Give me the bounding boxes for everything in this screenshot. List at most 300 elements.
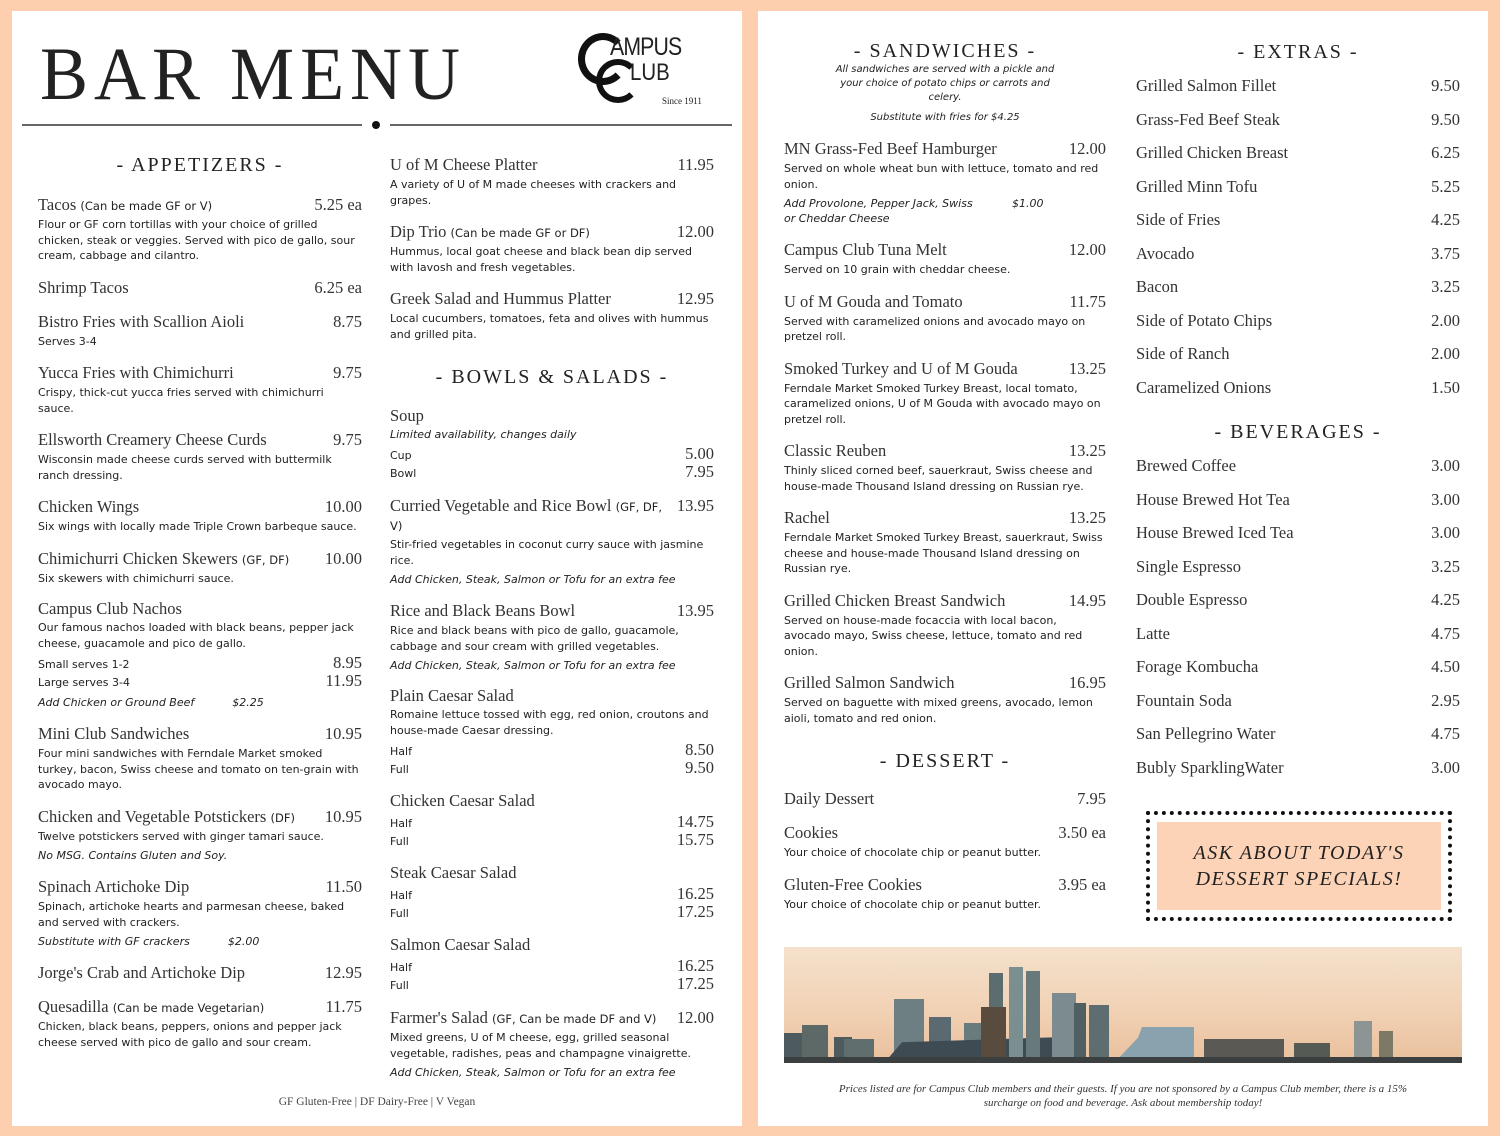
item-name bbox=[38, 279, 129, 297]
section-heading: - DESSERT - bbox=[879, 750, 1011, 772]
item-name bbox=[390, 156, 538, 174]
size-price: 7.95 bbox=[685, 462, 714, 481]
item-note bbox=[390, 572, 714, 587]
item-description: Romaine lettuce tossed with egg, red onion, croutons and house-made Caesar dressing. bbox=[390, 708, 709, 737]
item-name-text: Greek Salad and Hummus Platter bbox=[390, 289, 611, 308]
menu-item-header bbox=[38, 430, 362, 450]
menu-item bbox=[38, 497, 362, 535]
item-size-options bbox=[390, 886, 714, 922]
item-price: 13.25 bbox=[1068, 441, 1106, 460]
item-name-text: Grilled Salmon Sandwich bbox=[784, 673, 955, 692]
size-option bbox=[390, 958, 714, 976]
menu-item-header bbox=[38, 997, 362, 1017]
sandwiches-section bbox=[784, 40, 1106, 926]
item-description: Rice and black beans with pico de gallo, guacamole, cabbage and sour cream with grilled vegetables. bbox=[390, 624, 679, 653]
menu-item-header bbox=[390, 407, 714, 425]
item-price: 12.00 bbox=[676, 222, 714, 241]
menu-item bbox=[1136, 557, 1460, 591]
menu-item-header bbox=[390, 601, 714, 621]
menu-item-header bbox=[38, 497, 362, 517]
size-label: Half bbox=[390, 817, 412, 830]
extras-section bbox=[1136, 41, 1460, 791]
item-price: 13.95 bbox=[676, 601, 714, 620]
item-size-options bbox=[390, 814, 714, 850]
item-name-text: MN Grass-Fed Beef Hamburger bbox=[784, 139, 997, 158]
item-name bbox=[38, 550, 289, 569]
dietary-tag: (GF, Can be made DF and V) bbox=[491, 1012, 657, 1026]
membership-footnote: Prices listed are for Campus Club members and their guests. If you are not sponsored by a Campus Club member, there is a 15% surcharge on food and beverage. Ask about membership today! bbox=[838, 1083, 1408, 1109]
item-name bbox=[784, 360, 1018, 378]
item-price: 5.25 ea bbox=[314, 195, 362, 214]
menu-item-header bbox=[784, 823, 1106, 843]
size-price: 8.50 bbox=[685, 740, 714, 759]
menu-item bbox=[390, 864, 714, 922]
divider-line bbox=[390, 124, 732, 126]
item-name-text: Chicken and Vegetable Potstickers bbox=[38, 806, 267, 826]
menu-item bbox=[1136, 378, 1460, 412]
menu-item bbox=[38, 807, 362, 864]
menu-item-header bbox=[38, 312, 362, 332]
sandwiches-intro: All sandwiches are served with a pickle and your choice of potato chips or carrots and celery. bbox=[835, 64, 1055, 103]
item-price: 9.75 bbox=[333, 363, 362, 382]
menu-item bbox=[390, 496, 714, 587]
item-price: 5.25 bbox=[1431, 176, 1460, 196]
menu-item bbox=[390, 792, 714, 850]
section-heading: - BOWLS & SALADS - bbox=[435, 366, 669, 388]
menu-item-header bbox=[390, 687, 714, 705]
item-price: 14.95 bbox=[1068, 590, 1106, 610]
note-text: Add Chicken, Steak, Salmon or Tofu for an extra fee bbox=[390, 1066, 676, 1079]
item-description: Six wings with locally made Triple Crown barbeque sauce. bbox=[38, 520, 357, 533]
item-price: 3.00 bbox=[1431, 489, 1460, 509]
menu-item bbox=[1136, 691, 1460, 725]
logo-since: Since 1911 bbox=[662, 96, 702, 106]
menu-item bbox=[1136, 590, 1460, 624]
item-price: 13.25 bbox=[1068, 508, 1106, 527]
callout-line-1: ASK ABOUT TODAY'S bbox=[1193, 842, 1405, 864]
item-name: Side of Fries bbox=[1136, 210, 1221, 229]
item-name-text: Jorge's Crab and Artichoke Dip bbox=[38, 963, 246, 982]
item-name bbox=[38, 725, 189, 743]
appetizers-section bbox=[38, 154, 362, 1064]
note-text: Add Chicken, Steak, Salmon or Tofu for an extra fee bbox=[390, 573, 676, 586]
size-option bbox=[390, 814, 714, 832]
item-name bbox=[784, 876, 922, 894]
menu-item-header bbox=[784, 875, 1106, 895]
divider-dot bbox=[372, 121, 380, 129]
item-price: 4.25 bbox=[1431, 210, 1460, 229]
menu-item bbox=[784, 673, 1106, 726]
item-name bbox=[390, 936, 530, 954]
menu-item bbox=[1136, 758, 1460, 792]
note-price: $1.00 bbox=[1012, 197, 1044, 210]
size-label: Cup bbox=[390, 449, 412, 462]
note-text: Substitute with GF crackers bbox=[38, 935, 190, 948]
menu-item bbox=[1136, 624, 1460, 658]
item-note bbox=[38, 695, 362, 710]
size-option bbox=[390, 904, 714, 922]
menu-item bbox=[390, 407, 714, 482]
menu-item-header bbox=[390, 155, 714, 175]
item-size-options bbox=[390, 958, 714, 994]
item-description: Served on house-made focaccia with local bacon, avocado mayo, Swiss cheese, lettuce, tomato and red onion. bbox=[784, 613, 1083, 658]
menu-item-header bbox=[390, 496, 714, 535]
menu-item bbox=[1136, 277, 1460, 311]
item-price: 4.25 bbox=[1431, 590, 1460, 609]
menu-item-header bbox=[38, 195, 362, 215]
note-text: Limited availability, changes daily bbox=[390, 428, 577, 441]
item-name bbox=[784, 790, 874, 808]
item-name bbox=[390, 407, 424, 425]
item-description: Hummus, local goat cheese and black bean dip served with lavosh and fresh vegetables. bbox=[390, 245, 692, 274]
item-price: 9.75 bbox=[333, 430, 362, 449]
item-name bbox=[390, 864, 516, 882]
item-description: Served on baguette with mixed greens, avocado, lemon aioli, tomato and red onion. bbox=[784, 696, 1093, 725]
dietary-tag: (GF, DF, V) bbox=[390, 500, 663, 533]
dietary-tag: (GF, DF) bbox=[241, 552, 290, 567]
item-name-text: Yucca Fries with Chimichurri bbox=[38, 363, 234, 382]
item-price: 10.95 bbox=[324, 724, 362, 743]
item-price: 3.00 bbox=[1431, 757, 1460, 777]
item-description: Ferndale Market Smoked Turkey Breast, local tomato, caramelized onions, U of M Gouda with avocado mayo on pretzel roll. bbox=[784, 381, 1101, 426]
item-name-text: Classic Reuben bbox=[784, 441, 887, 460]
item-price: 12.95 bbox=[324, 963, 362, 982]
item-name-text: Chicken Wings bbox=[38, 497, 140, 516]
menu-item-header bbox=[784, 441, 1106, 461]
item-name bbox=[38, 998, 264, 1017]
item-price: 2.95 bbox=[1431, 690, 1460, 710]
item-description: Served with caramelized onions and avocado mayo on pretzel roll. bbox=[784, 314, 1086, 343]
menu-item bbox=[1136, 177, 1460, 211]
menu-item-header bbox=[390, 864, 714, 882]
item-price: 3.50 ea bbox=[1058, 823, 1106, 842]
size-price: 11.95 bbox=[325, 671, 362, 690]
item-name bbox=[38, 196, 212, 215]
item-name: House Brewed Iced Tea bbox=[1136, 523, 1294, 542]
item-name bbox=[38, 808, 295, 827]
menu-item bbox=[38, 963, 362, 983]
item-note bbox=[390, 427, 714, 442]
size-option bbox=[390, 742, 714, 760]
menu-item-header bbox=[784, 240, 1106, 260]
item-price: 12.00 bbox=[1068, 240, 1106, 259]
item-price: 12.95 bbox=[676, 289, 714, 308]
item-description: Mixed greens, U of M cheese, egg, grilled seasonal vegetable, radishes, peas and champagne vinaigrette. bbox=[390, 1031, 691, 1060]
menu-item-header bbox=[38, 278, 362, 298]
item-name bbox=[784, 293, 963, 311]
item-name bbox=[38, 498, 139, 516]
note-price: $2.00 bbox=[227, 935, 260, 948]
item-name: Avocado bbox=[1136, 243, 1195, 263]
item-price: 3.00 bbox=[1431, 523, 1460, 542]
item-description: Served on whole wheat bun with lettuce, tomato and red onion. bbox=[784, 162, 1099, 191]
item-name: Caramelized Onions bbox=[1136, 377, 1272, 397]
menu-item-header bbox=[38, 600, 362, 618]
size-label: Full bbox=[390, 763, 409, 776]
item-price: 4.75 bbox=[1431, 623, 1460, 643]
item-description: Our famous nachos loaded with black beans, pepper jack cheese, guacamole and pico de gallo. bbox=[38, 621, 354, 650]
size-label: Full bbox=[390, 907, 409, 920]
item-name-text: Cookies bbox=[784, 823, 839, 842]
item-name: Grilled Minn Tofu bbox=[1136, 176, 1258, 196]
item-name bbox=[784, 241, 947, 259]
item-name: Side of Ranch bbox=[1136, 344, 1230, 363]
menu-item-header bbox=[784, 789, 1106, 809]
menu-item bbox=[390, 222, 714, 275]
size-price: 17.25 bbox=[676, 902, 714, 921]
item-description: Four mini sandwiches with Ferndale Market smoked turkey, bacon, Swiss cheese and tomato on ten-grain with avocado mayo. bbox=[38, 747, 359, 791]
dietary-legend: GF Gluten-Free | DF Dairy-Free | V Vegan bbox=[278, 1096, 476, 1108]
size-price: 5.00 bbox=[685, 444, 714, 463]
size-price: 8.95 bbox=[333, 653, 362, 672]
item-name bbox=[38, 364, 234, 382]
menu-item bbox=[1136, 210, 1460, 244]
menu-item-header bbox=[784, 673, 1106, 693]
item-description: A variety of U of M made cheeses with crackers and grapes. bbox=[390, 178, 677, 207]
item-price: 12.00 bbox=[676, 1008, 714, 1027]
menu-item bbox=[390, 1008, 714, 1080]
item-name: Single Espresso bbox=[1136, 556, 1241, 576]
item-name-text: Plain Caesar Salad bbox=[390, 686, 514, 705]
item-price: 11.75 bbox=[1069, 291, 1106, 311]
item-price: 3.25 bbox=[1431, 556, 1460, 576]
item-description: Six skewers with chimichurri sauce. bbox=[38, 571, 234, 585]
item-name: Grass-Fed Beef Steak bbox=[1136, 109, 1280, 129]
item-price: 11.95 bbox=[677, 155, 714, 174]
menu-item bbox=[390, 289, 714, 342]
menu-item bbox=[784, 789, 1106, 809]
menu-item-header bbox=[390, 222, 714, 242]
menu-item bbox=[38, 724, 362, 793]
menu-item-header bbox=[784, 292, 1106, 312]
menu-item bbox=[38, 430, 362, 483]
menu-item-header bbox=[38, 363, 362, 383]
menu-item bbox=[38, 997, 362, 1050]
item-name-text: Curried Vegetable and Rice Bowl bbox=[390, 496, 612, 515]
menu-item bbox=[1136, 143, 1460, 177]
menu-item bbox=[784, 591, 1106, 660]
menu-item-header bbox=[38, 724, 362, 744]
menu-item bbox=[38, 549, 362, 587]
menu-item bbox=[784, 139, 1106, 226]
note-text: Add Chicken or Ground Beef bbox=[38, 696, 195, 709]
city-skyline-photo bbox=[784, 947, 1462, 1063]
callout-text bbox=[1157, 822, 1441, 910]
menu-item bbox=[1136, 657, 1460, 691]
item-name-text: Tacos bbox=[38, 195, 77, 214]
item-price: 3.00 bbox=[1431, 456, 1460, 475]
item-name bbox=[390, 792, 535, 810]
menu-item bbox=[390, 155, 714, 208]
size-price: 16.25 bbox=[676, 956, 714, 975]
menu-item bbox=[1136, 490, 1460, 524]
item-description: Chicken, black beans, peppers, onions and pepper jack cheese served with pico de gallo and sour cream. bbox=[38, 1020, 342, 1049]
item-name-text: Chimichurri Chicken Skewers bbox=[38, 548, 238, 568]
item-price: 10.00 bbox=[324, 497, 362, 516]
divider-line bbox=[22, 124, 362, 126]
item-name-text: Soup bbox=[390, 406, 424, 425]
item-name bbox=[784, 592, 1005, 610]
size-label: Half bbox=[390, 889, 412, 902]
item-description: Stir-fried vegetables in coconut curry sauce with jasmine rice. bbox=[390, 538, 704, 567]
menu-item bbox=[784, 823, 1106, 861]
item-name bbox=[38, 878, 189, 896]
size-label: Large serves 3-4 bbox=[38, 676, 130, 689]
item-description: Wisconsin made cheese curds served with buttermilk ranch dressing. bbox=[38, 453, 332, 482]
item-note bbox=[38, 848, 362, 863]
item-name-text: U of M Cheese Platter bbox=[390, 155, 538, 174]
dietary-tag: (Can be made GF or DF) bbox=[450, 226, 590, 240]
item-name-text: Chicken Caesar Salad bbox=[390, 791, 535, 810]
item-name bbox=[784, 674, 954, 692]
item-name: Latte bbox=[1136, 623, 1170, 643]
menu-item-header bbox=[390, 936, 714, 954]
item-price: 2.00 bbox=[1431, 344, 1460, 363]
item-price: 4.75 bbox=[1431, 724, 1460, 743]
item-name: Fountain Soda bbox=[1136, 690, 1232, 710]
item-note bbox=[784, 196, 1106, 226]
item-price: 1.50 bbox=[1431, 377, 1460, 397]
size-option bbox=[38, 673, 362, 691]
menu-item bbox=[784, 240, 1106, 278]
item-name-text: Salmon Caesar Salad bbox=[390, 935, 531, 954]
item-name bbox=[390, 223, 590, 242]
menu-item bbox=[1136, 724, 1460, 758]
menu-item bbox=[784, 292, 1106, 345]
size-price: 15.75 bbox=[676, 830, 714, 849]
menu-page-left bbox=[12, 11, 742, 1126]
menu-item-header bbox=[38, 807, 362, 827]
callout-line-2: DESSERT SPECIALS! bbox=[1195, 868, 1403, 890]
item-name: House Brewed Hot Tea bbox=[1136, 489, 1290, 509]
item-description: Flour or GF corn tortillas with your choice of grilled chicken, steak or veggies. Served with pico de gallo, sour cream, cabbage and cilantro. bbox=[38, 218, 355, 262]
menu-item bbox=[784, 359, 1106, 428]
item-price: 9.50 bbox=[1431, 76, 1460, 95]
menu-item bbox=[38, 195, 362, 264]
dietary-tag: (DF) bbox=[270, 810, 295, 825]
note-text: Add Chicken, Steak, Salmon or Tofu for an extra fee bbox=[390, 659, 676, 672]
item-price: 13.95 bbox=[676, 496, 714, 515]
item-note bbox=[390, 1065, 714, 1080]
item-name bbox=[38, 600, 182, 618]
item-name-text: Rachel bbox=[784, 508, 830, 527]
item-name-text: Quesadilla bbox=[38, 997, 109, 1016]
menu-item bbox=[1136, 76, 1460, 110]
item-name-text: Campus Club Nachos bbox=[38, 599, 182, 618]
menu-item bbox=[1136, 344, 1460, 378]
size-price: 16.25 bbox=[676, 884, 714, 903]
menu-item bbox=[784, 508, 1106, 577]
item-description: Crispy, thick-cut yucca fries served with chimichurri sauce. bbox=[38, 386, 324, 415]
logo-word-campus: AMPUS bbox=[610, 33, 682, 61]
item-name bbox=[38, 313, 244, 331]
item-price: 3.95 ea bbox=[1058, 874, 1106, 894]
size-label: Half bbox=[390, 745, 412, 758]
note-price: $2.25 bbox=[232, 696, 264, 709]
size-option bbox=[390, 832, 714, 850]
item-description: Your choice of chocolate chip or peanut butter. bbox=[784, 846, 1042, 859]
section-heading: - SANDWICHES - bbox=[853, 40, 1037, 62]
item-note bbox=[38, 934, 362, 949]
item-description: Ferndale Market Smoked Turkey Breast, sauerkraut, Swiss cheese and house-made Thousand Island dressing on Russian rye. bbox=[784, 531, 1103, 575]
item-name bbox=[390, 687, 514, 705]
item-name-text: Dip Trio bbox=[390, 222, 447, 241]
logo-word-club: LUB bbox=[630, 59, 670, 86]
dessert-specials-callout bbox=[1146, 811, 1452, 921]
size-label: Full bbox=[390, 979, 409, 992]
menu-item-header bbox=[784, 139, 1106, 159]
size-label: Half bbox=[390, 961, 412, 974]
item-name bbox=[390, 602, 575, 620]
menu-item bbox=[390, 936, 714, 994]
menu-item bbox=[38, 877, 362, 949]
item-name: Grilled Chicken Breast bbox=[1136, 143, 1289, 162]
item-description: Local cucumbers, tomatoes, feta and olives with hummus and grilled pita. bbox=[390, 312, 709, 341]
menu-item-header bbox=[38, 549, 362, 569]
size-option bbox=[390, 760, 714, 778]
menu-item bbox=[38, 600, 362, 710]
size-price: 17.25 bbox=[676, 974, 714, 993]
size-price: 14.75 bbox=[676, 812, 714, 831]
item-price: 16.95 bbox=[1068, 673, 1106, 692]
size-option bbox=[390, 886, 714, 904]
menu-item bbox=[38, 312, 362, 350]
item-name-text: Rice and Black Beans Bowl bbox=[390, 601, 576, 620]
item-name-text: Campus Club Tuna Melt bbox=[784, 240, 947, 259]
section-heading: - EXTRAS - bbox=[1237, 41, 1359, 63]
item-name: Bacon bbox=[1136, 277, 1179, 296]
item-name-text: Spinach Artichoke Dip bbox=[38, 877, 190, 896]
item-name bbox=[390, 290, 611, 308]
menu-item-header bbox=[784, 359, 1106, 379]
item-price: 7.95 bbox=[1077, 789, 1106, 808]
item-name bbox=[784, 509, 830, 527]
dietary-tag: (Can be made Vegetarian) bbox=[112, 1001, 265, 1015]
item-name-text: Mini Club Sandwiches bbox=[38, 724, 190, 743]
item-description: Spinach, artichoke hearts and parmesan cheese, baked and served with crackers. bbox=[38, 900, 345, 929]
item-price: 2.00 bbox=[1431, 310, 1460, 330]
menu-item bbox=[784, 441, 1106, 494]
item-price: 9.50 bbox=[1431, 109, 1460, 129]
menu-item bbox=[38, 278, 362, 298]
menu-item bbox=[390, 601, 714, 673]
item-name-text: Daily Dessert bbox=[784, 789, 875, 808]
item-price: 10.95 bbox=[324, 806, 362, 826]
menu-item bbox=[1136, 523, 1460, 557]
item-size-options bbox=[390, 446, 714, 482]
item-price: 11.75 bbox=[325, 997, 362, 1016]
item-price: 6.25 bbox=[1431, 143, 1460, 162]
item-name bbox=[390, 1009, 656, 1028]
item-name-text: Grilled Chicken Breast Sandwich bbox=[784, 590, 1006, 610]
note-text: No MSG. Contains Gluten and Soy. bbox=[38, 849, 228, 862]
item-name-text: Shrimp Tacos bbox=[38, 277, 129, 297]
item-description: Serves 3-4 bbox=[38, 334, 97, 348]
item-name-text: Farmer's Salad bbox=[390, 1008, 488, 1027]
item-name: Bubly SparklingWater bbox=[1136, 757, 1284, 777]
item-size-options bbox=[390, 742, 714, 778]
item-name: Double Espresso bbox=[1136, 590, 1248, 609]
menu-item-header bbox=[784, 591, 1106, 611]
menu-item-header bbox=[784, 508, 1106, 528]
item-name bbox=[38, 431, 267, 449]
item-price: 13.25 bbox=[1068, 358, 1106, 378]
section-heading: - BEVERAGES - bbox=[1214, 421, 1382, 443]
item-name: Side of Potato Chips bbox=[1136, 310, 1273, 330]
item-name-text: Steak Caesar Salad bbox=[390, 863, 517, 882]
note-text: Add Provolone, Pepper Jack, Swiss or Cheddar Cheese bbox=[784, 197, 973, 225]
menu-item bbox=[1136, 311, 1460, 345]
